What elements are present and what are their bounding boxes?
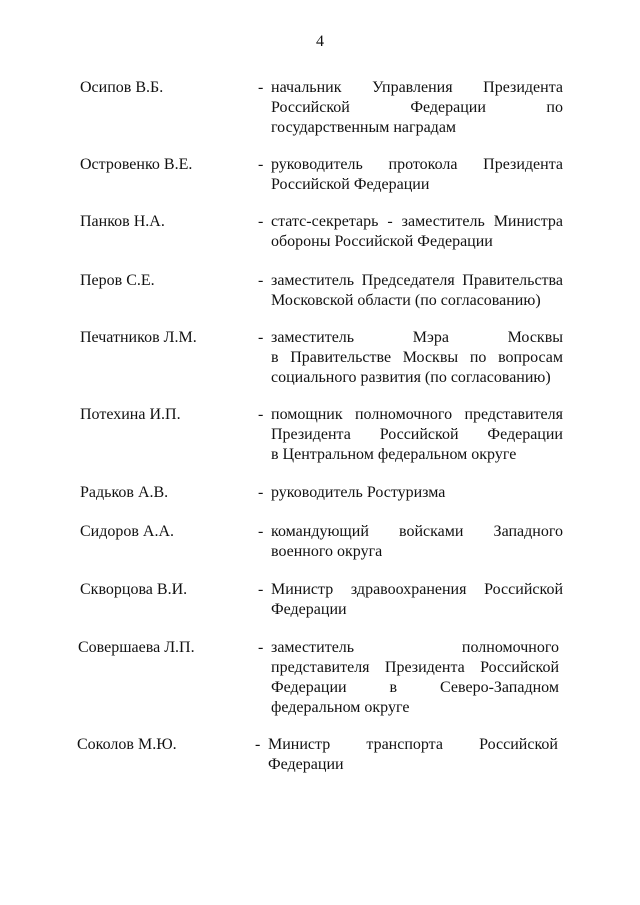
description-line: начальник Управления Президента <box>271 79 563 96</box>
description-line: Президента Российской Федерации <box>271 426 563 443</box>
position-description <box>268 735 558 775</box>
separator-dash: - <box>255 736 261 753</box>
description-line: Федерации <box>268 756 344 773</box>
person-name: Совершаева Л.П. <box>78 639 195 656</box>
separator-dash: - <box>258 484 264 501</box>
description-line: социального развития (по согласованию) <box>271 369 551 386</box>
separator-dash: - <box>258 581 264 598</box>
position-description <box>271 522 563 562</box>
description-line: Российской Федерации по <box>271 99 563 116</box>
description-line: руководитель Ростуризма <box>271 484 446 501</box>
description-line: Министр здравоохранения Российской <box>271 581 563 598</box>
separator-dash: - <box>258 213 264 230</box>
position-description <box>271 638 559 718</box>
description-line: федеральном округе <box>271 699 410 716</box>
description-line: Московской области (по согласованию) <box>271 292 541 309</box>
description-line: обороны Российской Федерации <box>271 233 493 250</box>
person-name: Перов С.Е. <box>80 272 155 289</box>
description-line: военного округа <box>271 543 383 560</box>
separator-dash: - <box>258 156 264 173</box>
position-description <box>271 405 563 465</box>
position-description <box>271 212 563 252</box>
page-number: 4 <box>316 33 324 50</box>
position-description <box>271 328 563 388</box>
position-description <box>271 78 563 138</box>
separator-dash: - <box>258 329 264 346</box>
person-name: Панков Н.А. <box>80 213 165 230</box>
description-line: Российской Федерации <box>271 176 430 193</box>
separator-dash: - <box>258 406 264 423</box>
description-line: Федерации <box>271 601 347 618</box>
description-line: статс-секретарь - заместитель Министра <box>271 213 563 230</box>
person-name: Островенко В.Е. <box>80 156 193 173</box>
description-line: заместитель полномочного <box>271 639 559 656</box>
description-line: в Правительстве Москвы по вопросам <box>271 349 563 366</box>
person-name: Печатников Л.М. <box>80 329 197 346</box>
person-name: Радьков А.В. <box>80 484 169 501</box>
position-description <box>271 271 563 311</box>
person-name: Скворцова В.И. <box>80 581 188 598</box>
description-line: Федерации в Северо-Западном <box>271 679 559 696</box>
person-name: Осипов В.Б. <box>80 79 164 96</box>
description-line: Министр транспорта Российской <box>268 736 558 753</box>
description-line: государственным наградам <box>271 119 457 136</box>
separator-dash: - <box>258 639 264 656</box>
position-description <box>271 155 563 195</box>
description-line: командующий войсками Западного <box>271 523 563 540</box>
separator-dash: - <box>258 79 264 96</box>
position-description <box>271 580 563 620</box>
position-description <box>271 483 563 503</box>
description-line: заместитель Мэра Москвы <box>271 329 563 346</box>
description-line: в Центральном федеральном округе <box>271 446 517 463</box>
separator-dash: - <box>258 523 264 540</box>
person-name: Сидоров А.А. <box>80 523 175 540</box>
description-line: заместитель Председателя Правительства <box>271 272 563 289</box>
person-name: Соколов М.Ю. <box>77 736 177 753</box>
separator-dash: - <box>258 272 264 289</box>
person-name: Потехина И.П. <box>80 406 181 423</box>
description-line: представителя Президента Российской <box>271 659 559 676</box>
description-line: руководитель протокола Президента <box>271 156 563 173</box>
description-line: помощник полномочного представителя <box>271 406 563 423</box>
